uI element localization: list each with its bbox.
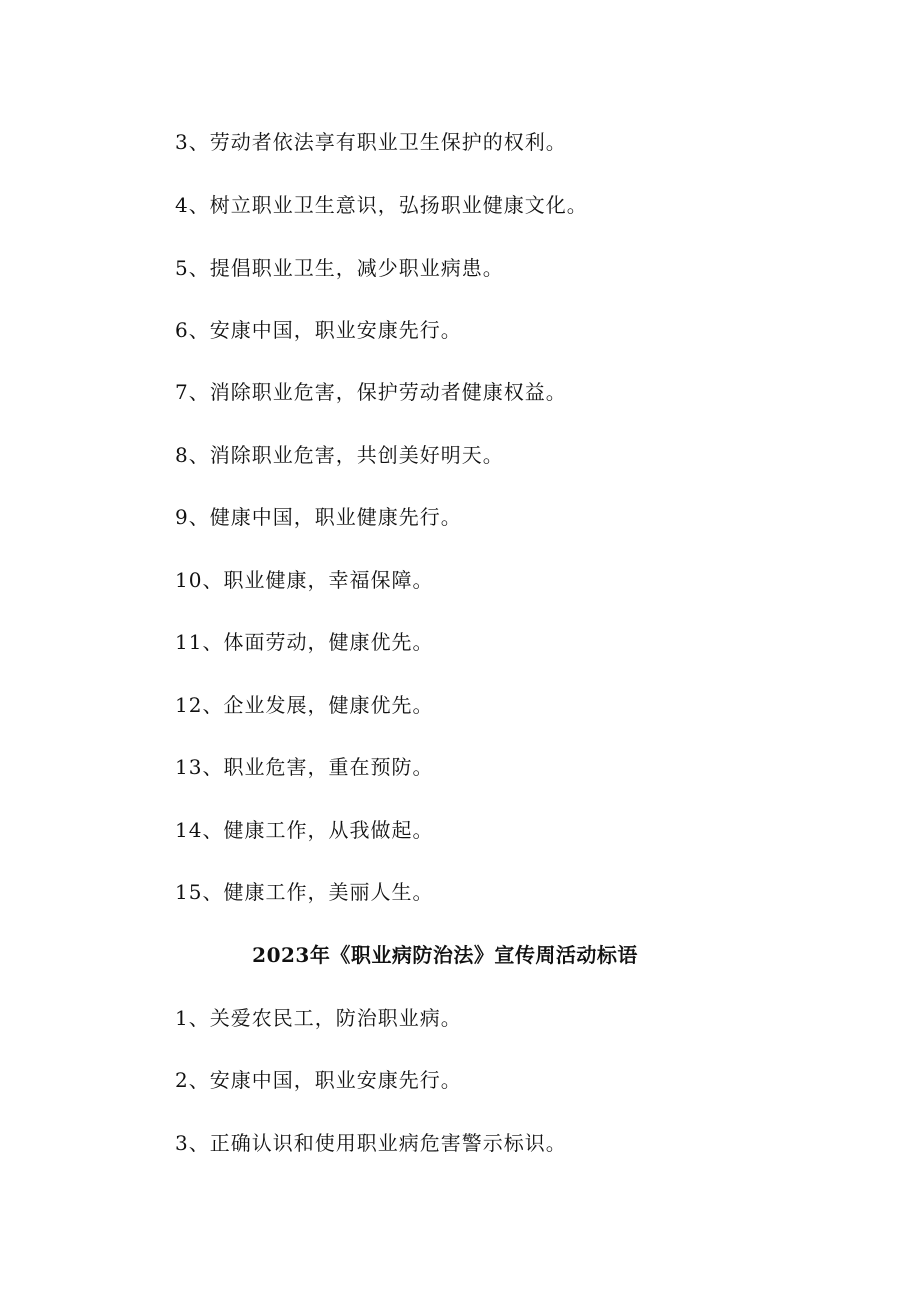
- slogan-line: 11、体面劳动，健康优先。: [175, 630, 434, 654]
- slogan-line: 2、安康中国，职业安康先行。: [175, 1068, 462, 1092]
- slogan-line: 13、职业危害，重在预防。: [175, 755, 434, 779]
- slogan-line: 1、关爱农民工，防治职业病。: [175, 1006, 462, 1030]
- section-heading: 2023年《职业病防治法》宣传周活动标语: [252, 943, 638, 967]
- slogan-line: 14、健康工作，从我做起。: [175, 818, 434, 842]
- slogan-line: 4、树立职业卫生意识，弘扬职业健康文化。: [175, 193, 588, 217]
- slogan-line: 8、消除职业危害，共创美好明天。: [175, 443, 504, 467]
- slogan-line: 6、安康中国，职业安康先行。: [175, 318, 462, 342]
- slogan-line: 12、企业发展，健康优先。: [175, 693, 434, 717]
- slogan-line: 15、健康工作，美丽人生。: [175, 880, 434, 904]
- slogan-line: 10、职业健康，幸福保障。: [175, 568, 434, 592]
- slogan-line: 3、正确认识和使用职业病危害警示标识。: [175, 1131, 567, 1155]
- slogan-line: 7、消除职业危害，保护劳动者健康权益。: [175, 380, 567, 404]
- slogan-line: 3、劳动者依法享有职业卫生保护的权利。: [175, 130, 567, 154]
- slogan-line: 9、健康中国，职业健康先行。: [175, 505, 462, 529]
- slogan-line: 5、提倡职业卫生，减少职业病患。: [175, 256, 504, 280]
